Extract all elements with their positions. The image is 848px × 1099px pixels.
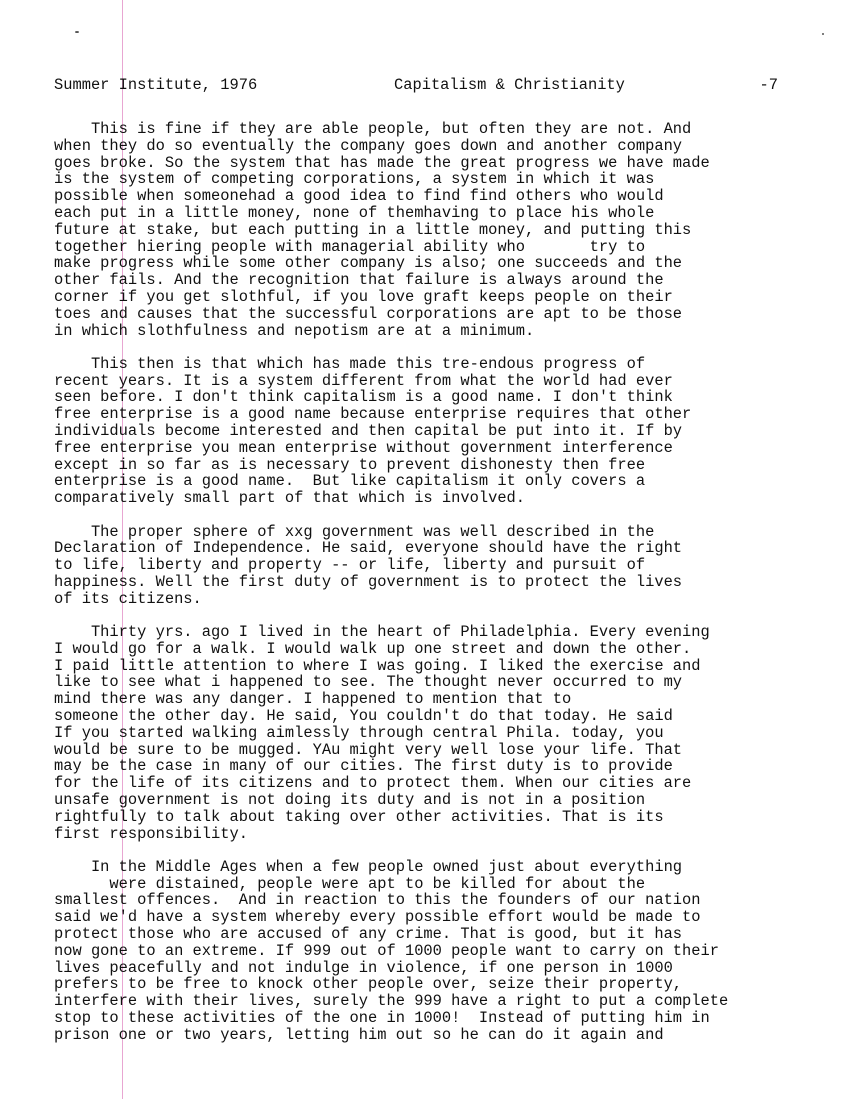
text-line: toes and causes that the successful corporations are apt to be those: [54, 304, 683, 323]
text-line: Declaration of Independence. He said, everyone should have the right: [54, 539, 683, 558]
text-line: future at stake, but each putting in a little money, and putting this: [54, 220, 692, 239]
text-line: were distained, people were apt to be killed for about the: [54, 874, 646, 893]
text-line: of its citizens.: [54, 589, 202, 608]
text-line: make progress while some other company is also; one succeeds and the: [54, 254, 683, 273]
page-header: [54, 75, 794, 95]
text-line: for the life of its citizens and to protect them. When our cities are: [54, 774, 692, 793]
text-line: smallest offences. And in reaction to this the founders of our nation: [54, 891, 701, 910]
text-line: in which slothfulness and nepotism are at a minimum.: [54, 321, 535, 340]
text-line: to life, liberty and property -- or life, liberty and pursuit of: [54, 556, 646, 575]
text-line: comparatively small part of that which is involved.: [54, 489, 526, 508]
text-line: together hiering people with managerial ability who try to: [54, 237, 646, 256]
text-line: is the system of competing corporations, a system in which it was: [54, 170, 655, 189]
text-line: except in so far as is necessary to prevent dishonesty then free: [54, 455, 646, 474]
text-line: each put in a little money, none of themhaving to place his whole: [54, 203, 655, 222]
text-line: If you started walking aimlessly through central Phila. today, you: [54, 723, 664, 742]
text-line: The proper sphere of xxg government was well described in the: [54, 522, 655, 541]
text-line: unsafe government is not doing its duty and is not in a position: [54, 790, 646, 809]
page-number: -7: [759, 76, 778, 94]
text-line: goes broke. So the system that has made the great progress we have made: [54, 153, 710, 172]
text-line: stop to these activities of the one in 1000! Instead of putting him in: [54, 1009, 710, 1028]
text-line: would be sure to be mugged. YAu might very well lose your life. That: [54, 740, 683, 759]
text-line: protect those who are accused of any crime. That is good, but it has: [54, 925, 683, 944]
text-line: individuals become interested and then capital be put into it. If by: [54, 422, 683, 441]
text-line: first responsibility.: [54, 824, 248, 843]
text-line: happiness. Well the first duty of government is to protect the lives: [54, 572, 683, 591]
text-line: This then is that which has made this tre-endous progress of: [54, 354, 646, 373]
header-left: Summer Institute, 1976: [54, 76, 258, 94]
paper-speck: [822, 33, 824, 35]
text-line: like to see what i happened to see. The thought never occurred to my: [54, 673, 683, 692]
text-line: may be the case in many of our cities. The first duty is to provide: [54, 757, 673, 776]
paragraph: [54, 356, 834, 507]
text-line: corner if you get slothful, if you love graft keeps people on their: [54, 287, 673, 306]
text-line: possible when someonehad a good idea to find find others who would: [54, 187, 664, 206]
text-line: In the Middle Ages when a few people owned just about everything: [54, 857, 683, 876]
text-line: This is fine if they are able people, but often they are not. And: [54, 120, 692, 138]
text-line: prefers to be free to knock other people over, seize their property,: [54, 975, 683, 994]
text-line: enterprise is a good name. But like capitalism it only covers a: [54, 472, 646, 491]
text-line: free enterprise you mean enterprise without government interference: [54, 438, 673, 457]
text-line: rightfully to talk about taking over other activities. That is its: [54, 807, 664, 826]
text-line: Thirty yrs. ago I lived in the heart of Philadelphia. Every evening: [54, 623, 710, 642]
header-title: Capitalism & Christianity: [394, 76, 625, 94]
text-line: I paid little attention to where I was going. I liked the exercise and: [54, 656, 701, 675]
text-line: said we'd have a system whereby every possible effort would be made to: [54, 908, 701, 927]
paragraph: [54, 524, 834, 608]
text-line: prison one or two years, letting him out so he can do it again and: [54, 1025, 664, 1044]
paragraph: [54, 121, 834, 339]
text-line: I would go for a walk. I would walk up one street and down the other.: [54, 639, 692, 658]
text-line: other fails. And the recognition that failure is always around the: [54, 271, 664, 290]
text-line: someone the other day. He said, You couldn't do that today. He said: [54, 707, 673, 725]
text-line: when they do so eventually the company goes down and another company: [54, 136, 683, 155]
paragraph: [54, 859, 834, 1044]
text-line: free enterprise is a good name because enterprise requires that other: [54, 405, 692, 424]
text-line: now gone to an extreme. If 999 out of 1000 people want to carry on their: [54, 941, 719, 960]
text-line: recent years. It is a system different from what the world had ever: [54, 371, 673, 390]
text-line: interfere with their lives, surely the 999 have a right to put a complete: [54, 992, 729, 1011]
paragraph: [54, 624, 834, 842]
text-line: seen before. I don't think capitalism is a good name. I don't think: [54, 388, 673, 407]
text-line: lives peacefully and not indulge in violence, if one person in 1000: [54, 958, 673, 977]
paper-speck: [75, 31, 79, 33]
text-line: mind there was any danger. I happened to mention that to: [54, 690, 572, 709]
body-text: [54, 121, 834, 1060]
